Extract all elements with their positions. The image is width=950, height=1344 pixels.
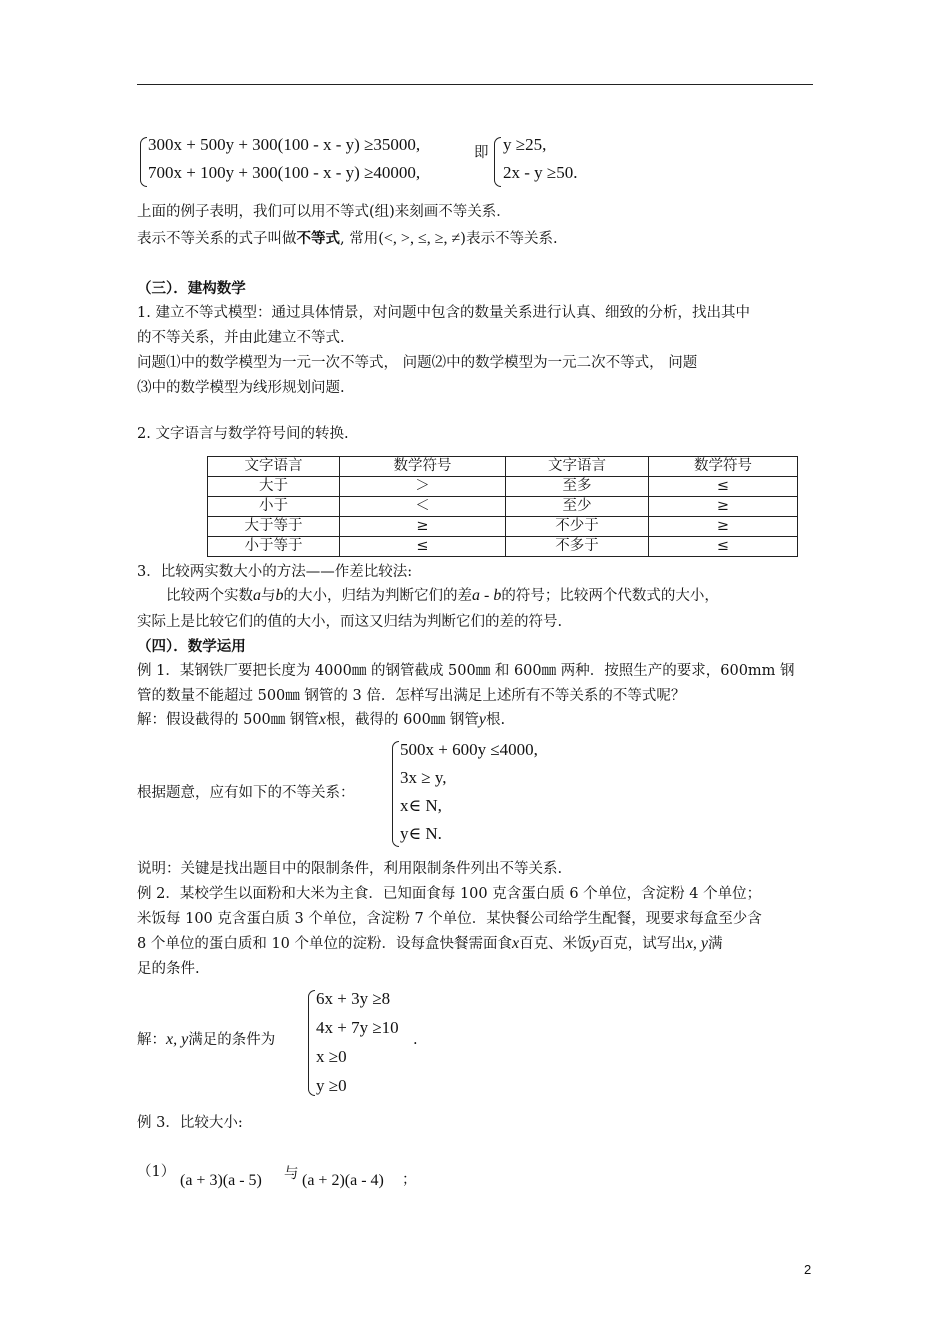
ex3-expr1: (a + 3)(a - 5) [180, 1172, 262, 1189]
var-a: a [253, 587, 261, 604]
p5-text-b: 与 [261, 588, 276, 604]
system1-right-line: y ≥25, [503, 135, 547, 154]
table-cell: ≥ [649, 497, 798, 517]
table-row [208, 537, 798, 557]
brace-ex1-system [392, 741, 399, 847]
ex2-line3 [137, 934, 722, 954]
table-cell: ≥ [649, 517, 798, 537]
ex2-solution-lead [137, 1030, 275, 1050]
ex2-sol-a: 解： [137, 1032, 166, 1048]
var-b: b [275, 587, 284, 604]
table-cell: 不少于 [506, 517, 649, 537]
var-x: x [318, 711, 327, 728]
p5-text-a: 比较两个实数 [166, 588, 253, 604]
table-row [208, 497, 798, 517]
brace-ex2-system [308, 990, 315, 1096]
ex2-line3-a: 8 个单位的蛋白质和 10 个单位的淀粉．设每盒快餐需面食 [137, 936, 513, 952]
system1-right-line: 2x - y ≥50. [503, 163, 578, 182]
table-cell: ≥ [340, 517, 506, 537]
var-y: y [478, 711, 487, 728]
ex3-heading: 例 3．比较大小: [137, 1115, 243, 1131]
section3-p3: 2. 文字语言与数学符号间的转换. [137, 426, 349, 442]
brace-right-system1 [494, 137, 501, 187]
table-cell: 小于等于 [208, 537, 340, 557]
intro-line2 [137, 229, 558, 249]
table-cell: 不多于 [506, 537, 649, 557]
ex1-sol-a: 解：假设截得的 500㎜ 钢管 [137, 712, 319, 728]
ex3-item-label: （1） [137, 1164, 176, 1180]
table-header-cell: 数学符号 [340, 457, 506, 477]
p5-text-c: 的大小，归结为判断它们的差 [283, 588, 472, 604]
table-cell: ≤ [649, 537, 798, 557]
section3-heading [137, 279, 246, 299]
table-cell: ≤ [340, 537, 506, 557]
page-number: 2 [804, 1262, 812, 1277]
vars-xy: x, y [166, 1031, 189, 1048]
ex1-sol-c: 根. [486, 712, 506, 728]
table-cell: ≤ [649, 477, 798, 497]
ex2-system-line: x ≥0 [316, 1047, 347, 1066]
header-rule [137, 84, 813, 85]
ex2-end-period: . [413, 1032, 418, 1048]
section4-heading-text: （四）．数学运用 [137, 638, 246, 655]
section3-p1-line1: 1. 建立不等式模型：通过具体情景，对问题中包含的数量关系进行认真、细致的分析，找出其中 [137, 305, 750, 321]
section3-p1-line2: 的不等关系，并由此建立不等式. [137, 330, 345, 346]
ex2-system-line: 4x + 7y ≥10 [316, 1018, 399, 1037]
ex1-system-line: y∈ N. [400, 824, 442, 843]
ex2-line3-c: 百克，试写出 [598, 936, 686, 952]
ex1-lead: 根据题意，应有如下的不等关系： [137, 785, 355, 801]
section3-p2-line1: 问题⑴中的数学模型为一元一次不等式， 问题⑵中的数学模型为一元二次不等式， 问题 [137, 355, 698, 371]
ex2-line3-b: 百克、米饭 [519, 936, 592, 952]
ex1-solution [137, 710, 505, 730]
ex2-system-line: 6x + 3y ≥8 [316, 989, 391, 1008]
intro-line2-pre: 表示不等关系的式子叫做 [137, 231, 297, 247]
section3-p5-line2: 实际上是比较它们的值的大小，而这又归结为判断它们的差的符号. [137, 614, 563, 630]
inequality-symbols: <, >, ≤, ≥, ≠ [383, 230, 461, 247]
intro-line1: 上面的例子表明，我们可以用不等式(组)来刻画不等关系． [137, 204, 511, 220]
ex2-line3-d: 满 [707, 936, 723, 952]
ex1-sol-b: 根，截得的 600㎜ 钢管 [326, 712, 479, 728]
ex3-with: 与 [284, 1166, 299, 1182]
table-header-row [208, 457, 798, 477]
diff-a-b: a - b [472, 587, 502, 604]
table-row [208, 517, 798, 537]
system1-left-line: 300x + 500y + 300(100 - x - y) ≥35000, [148, 135, 421, 154]
section3-p2-line2: ⑶中的数学模型为线形规划问题. [137, 380, 345, 396]
table-cell: 大于等于 [208, 517, 340, 537]
ex2-line2: 米饭每 100 克含蛋白质 3 个单位，含淀粉 7 个单位．某快餐公司给学生配餐，现要求每盒至少含 [137, 911, 762, 927]
conversion-table [207, 456, 798, 557]
table-cell: 大于 [208, 477, 340, 497]
ex1-line2: 管的数量不能超过 500㎜ 钢管的 3 倍．怎样写出满足上述所有不等关系的不等式呢？ [137, 688, 686, 704]
connector-ji: 即 [474, 145, 489, 161]
intro-line2-post: )表示不等关系. [460, 231, 558, 247]
table-cell: ＞ [340, 477, 506, 497]
ex1-system-line: 500x + 600y ≤4000, [400, 740, 538, 759]
ex2-line1: 例 2．某校学生以面粉和大米为主食．已知面食每 100 克含蛋白质 6 个单位，含淀粉 4 个单位； [137, 886, 762, 902]
section3-p4: 3．比较两实数大小的方法——作差比较法: [137, 564, 413, 580]
table-cell: 至多 [506, 477, 649, 497]
ex2-system-line: y ≥0 [316, 1076, 347, 1095]
vars-xy: x, y [685, 935, 708, 952]
p5-text-d: 的符号；比较两个代数式的大小， [501, 588, 719, 604]
ex1-system-line: 3x ≥ y, [400, 768, 447, 787]
table-header-cell: 数学符号 [649, 457, 798, 477]
var-x: x [512, 935, 520, 952]
brace-left-system1 [140, 137, 147, 187]
ex1-note: 说明：关键是找出题目中的限制条件，利用限制条件列出不等关系. [137, 861, 563, 877]
system1-left-line: 700x + 100y + 300(100 - x - y) ≥40000, [148, 163, 421, 182]
ex3-end: ； [402, 1172, 417, 1188]
ex2-line4: 足的条件. [137, 961, 200, 977]
ex1-system-line: x∈ N, [400, 796, 442, 815]
intro-line2-mid: , 常用( [340, 231, 384, 247]
ex2-sol-b: 满足的条件为 [188, 1032, 276, 1048]
section3-p5-line1 [166, 586, 719, 606]
term-inequality: 不等式 [296, 230, 340, 247]
ex3-expr2: (a + 2)(a - 4) [302, 1172, 384, 1189]
table-row [208, 477, 798, 497]
table-cell: 小于 [208, 497, 340, 517]
var-y: y [591, 935, 599, 952]
ex1-line1: 例 1．某钢铁厂要把长度为 4000㎜ 的钢管截成 500㎜ 和 600㎜ 两种．按照生产的要求，600mm 钢 [137, 663, 795, 679]
section4-heading [137, 637, 246, 657]
table-cell: 至少 [506, 497, 649, 517]
table-header-cell: 文字语言 [506, 457, 649, 477]
table-header-cell: 文字语言 [208, 457, 340, 477]
section3-heading-text: （三）．建构数学 [137, 280, 246, 297]
table-cell: ＜ [340, 497, 506, 517]
